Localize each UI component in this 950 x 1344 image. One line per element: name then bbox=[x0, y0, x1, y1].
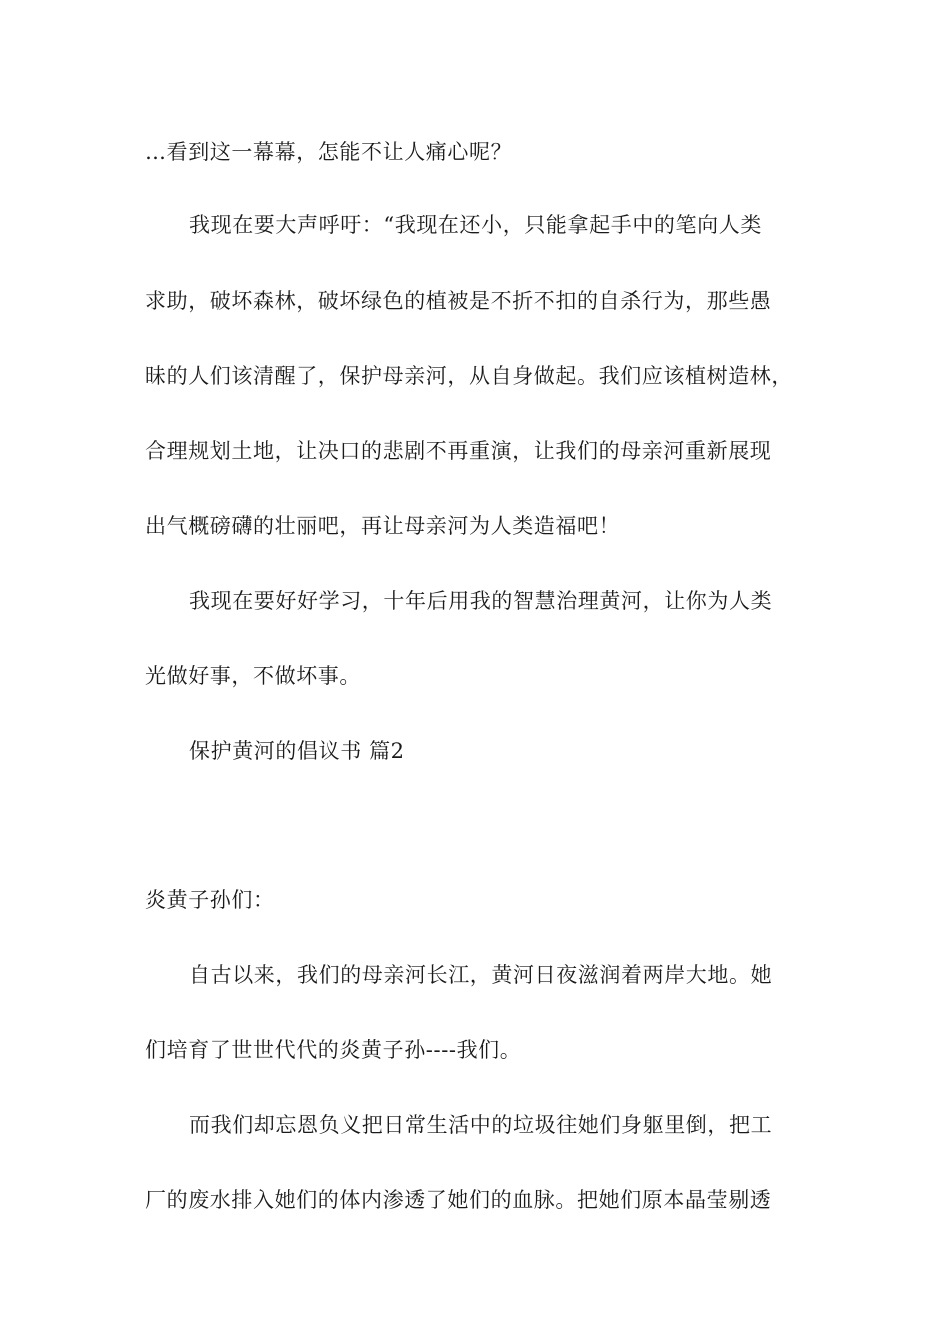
text-line-5: 合理规划土地，让决口的悲剧不再重演，让我们的母亲河重新展现 bbox=[145, 439, 772, 463]
text-line-13: 而我们却忘恩负义把日常生活中的垃圾往她们身躯里倒，把工 bbox=[189, 1113, 773, 1137]
text-line-11: 自古以来，我们的母亲河长江，黄河日夜滋润着两岸大地。她 bbox=[189, 963, 773, 987]
text-line-3: 求助，破坏森林，破坏绿色的植被是不折不扣的自杀行为，那些愚 bbox=[145, 289, 772, 313]
text-line-1: …看到这一幕幕，怎能不让人痛心呢？ bbox=[145, 140, 513, 164]
text-line-6: 出气概磅礴的壮丽吧，再让母亲河为人类造福吧！ bbox=[145, 514, 621, 538]
text-line-4: 昧的人们该清醒了，保护母亲河，从自身做起。我们应该植树造林， bbox=[145, 364, 793, 388]
salutation: 炎黄子孙们： bbox=[145, 888, 275, 912]
text-line-14: 厂的废水排入她们的体内渗透了她们的血脉。把她们原本晶莹剔透 bbox=[145, 1188, 772, 1212]
text-line-12: 们培育了世世代代的炎黄子孙----我们。 bbox=[145, 1038, 522, 1062]
text-line-2: 我现在要大声呼吁：“我现在还小，只能拿起手中的笔向人类 bbox=[189, 213, 762, 237]
text-line-7: 我现在要好好学习，十年后用我的智慧治理黄河，让你为人类 bbox=[189, 589, 773, 613]
section-heading: 保护黄河的倡议书 篇2 bbox=[189, 739, 405, 763]
text-line-8: 光做好事，不做坏事。 bbox=[145, 664, 361, 688]
